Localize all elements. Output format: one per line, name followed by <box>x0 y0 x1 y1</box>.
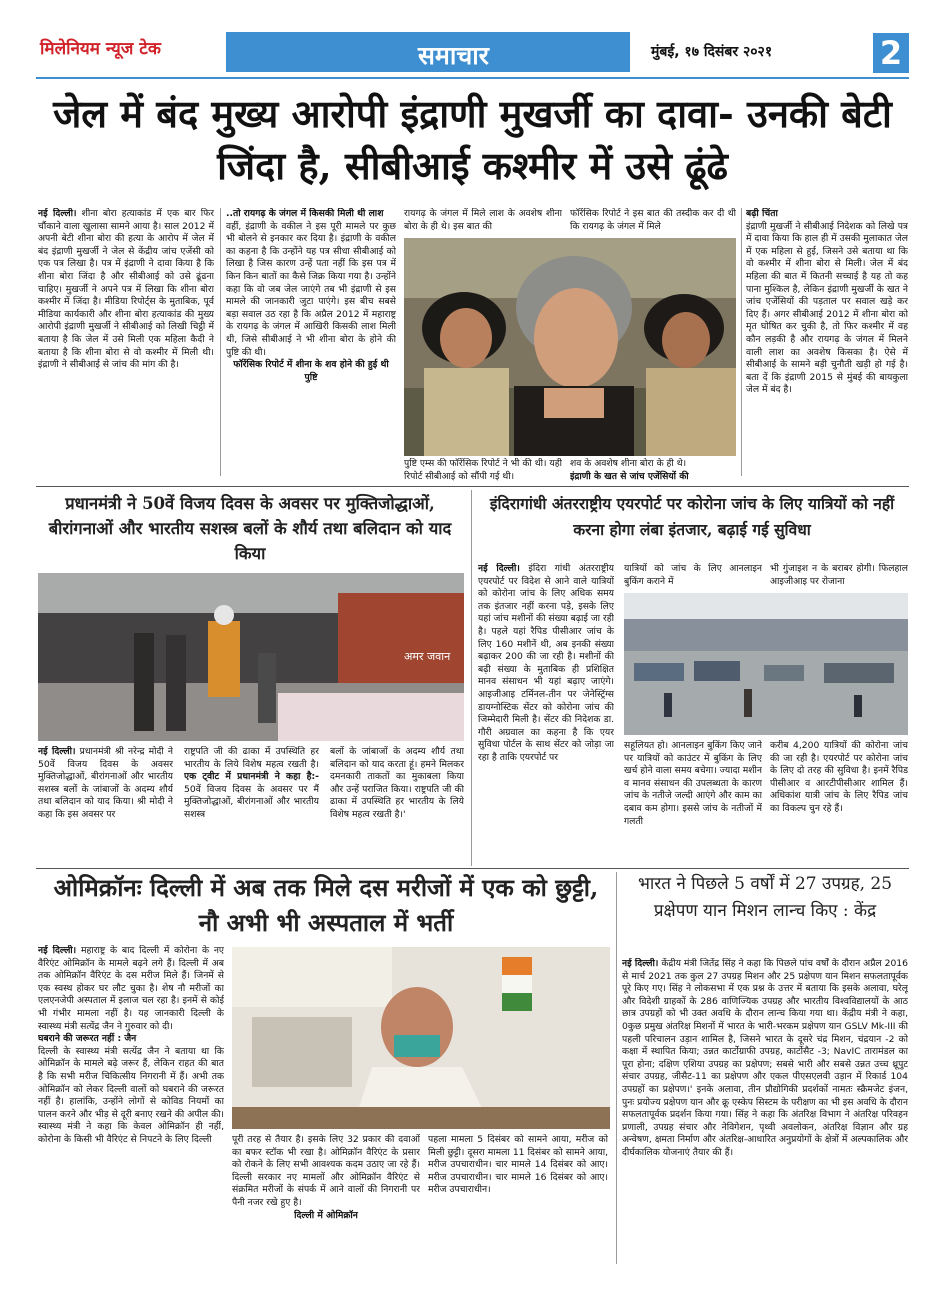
header-rule <box>36 77 909 79</box>
pm-photo <box>38 573 464 741</box>
section-title: समाचार <box>418 41 489 70</box>
dateline: नई दिल्ली। <box>38 746 76 757</box>
photo-caption-bottom-right <box>570 458 736 484</box>
lead-column-2 <box>226 208 396 478</box>
space-text: केंद्रीय मंत्री जितेंद्र सिंह ने कहा कि पिछले पांच वर्षों के दौरान अप्रैल 2016 से मार्च 2021 तक कुल 27 उपग्रह मिशन और 25 प्रक्षेपण यान मिशन सफलतापूर्वक पूरे किए गए। सिंह ने लोकसभा में एक प्रश्न के उत्तर में बताया कि इसके अलावा, घरेलू और विदेशी ग्राहकों के 286 वाणिज्यिक उपग्रह और भारतीय विश्वविद्यालयों के आठ छात्र उपग्रहों को भी उक्त अवधि के दौरान लान्च किया गया था। केंद्रीय मंत्री ने कहा, 0कुछ प्रमुख अंतरिक्ष मिशनों में भारत के भारी-भरकम प्रक्षेपण यान GSLV Mk-III की पहली परिचालन उड़ान शामिल है, जिसने भारत के दूसरे चंद्र मिशन, चंद्रयान -2 को कक्षा में स्थापित किया; उन्नत कार्टोग्राफी उपग्रह, कार्टोसैट -3; NavIC तारामंडल का पूरा होना; दक्षिण एशिया उपग्रह का प्रक्षेपण; सबसे भारी और सबसे उन्नत उच्च थ्रूपुट संचार उपग्रह, जीसैट-11 का प्रक्षेपण और एकल पीएसएलवी उड़ान में रिकार्ड 104 उपग्रहों का प्रक्षेपण।' इनके अलावा, तीन प्रौद्योगिकी प्रदर्शकों नामतः स्क्रैमजेट इंजन, पुनः प्रयोज्य प्रक्षेपण यान और क्रू एस्केप सिस्टम के परीक्षण का भी इस अवधि के दौरान सफलतापूर्वक प्रदर्शन किया गया। सिंह ने कहा कि अंतरिक्ष विभाग ने अंतरिक्ष परिवहन प्रणाली, उपग्रह संचार और नेविगेशन, पृथ्वी अवलोकन, अंतरिक्ष विज्ञान और ग्रह अन्वेषण, क्षमता निर्माण और अंतरिक्ष-आधारित अनुप्रयोगों के क्षेत्रों में अल्पकालिक और दीर्घकालिक योजनाएं तैयार की हैं। <box>622 958 908 1158</box>
airport-photo-art <box>624 593 908 735</box>
dateline: नई दिल्ली। <box>478 563 520 574</box>
lead-headline: जेल में बंद मुख्य आरोपी इंद्राणी मुखर्जी का दावा- उनकी बेटी जिंदा है, सीबीआई कश्मीर में उसे ढूंढे <box>53 91 892 188</box>
omicron-subhead-1: घबराने की जरूरत नहीं : जैन <box>38 1033 137 1045</box>
dateline: नई दिल्ली। <box>622 958 659 969</box>
pm-column-1 <box>38 746 173 866</box>
indrani-photo <box>404 238 736 456</box>
pm-photo-art <box>38 573 464 741</box>
pm-subhead: एक ट्वीट में प्रधानमंत्री ने कहा है:- <box>184 771 319 783</box>
pm-text-1: प्रधानमंत्री श्री नरेन्द्र मोदी ने 50वें विजय दिवस के अवसर मुक्तिजोद्धाओं, बीरांगनाओं और भारतीय सशस्त्र बलों के जांबाजों के अदम्य शौर्य तथा बलिदान को याद किया। श्री मोदी ने कहा कि इस अवसर पर <box>38 746 173 820</box>
lead-text-2: वहीं, इंद्राणी के वकील ने इस पूरी मामले पर कुछ भी बोलने से इनकार कर दिया है। इंद्राणी के वकील का कहना है कि उन्होंने यह पत्र सीधा सीबीआई को लिखा है जिस कारण उन्हें पता नहीं कि इस पत्र में किन किन बातों का कैसे जिक्र किया गया है। उन्होंने कहा कि वो जब जेल जाएंगे तब भी इंद्राणी से इस मामले की जानकारी जुटा पाएंगे। इस बीच सबसे बड़ा सवाल उठ रहा है कि अप्रैल 2012 में महाराष्ट्र के रायगढ़ के जंगल में आखिरी किसकी लाश मिली थी, जिसे सीबीआई ने भी शीना बोरा के होने की पुष्टि की थी। <box>226 220 396 358</box>
pm-text-2b: 50वें विजय दिवस के अवसर पर मैं मुक्तिजोद्धाओं, बीरांगनाओं और भारतीय सशस्त्र <box>184 783 319 820</box>
column-rule <box>220 208 221 476</box>
column-rule <box>616 872 617 1264</box>
omicron-text-2: पूरी तरह से तैयार है। इसके लिए 32 प्रकार की दवाओं का बफर स्टॉक भी रखा है। ओमिक्रॉन वैरिएंट के प्रसार को रोकने के लिए सभी आवश्यक कदम उठाए जा रहे हैं। दिल्ली सरकार नए मामलों और ओमिक्रॉन वैरिएंट से संक्रमित मरीजों के संपर्क में आने वालों की निगरानी पर पैनी नजर रखे हुए है। <box>232 1134 420 1208</box>
pm-column-3: बलों के जांबाजों के अदम्य शौर्य तथा बलिदान को याद करता हूं। हमने मिलकर दमनकारी ताकतों का मुकाबला किया और उन्हें पराजित किया। राष्ट्रपति जी की ढाका में उपस्थिति हर भारतीय के लिये विशेष महत्व रखती है।' <box>330 746 464 820</box>
omicron-text-1: महाराष्ट्र के बाद दिल्ली में कोरोना के नए वैरिएंट ओमिक्रॉन के मामले बढ़ने लगे हैं। दिल्ली में अब तक ओमिक्रॉन वैरिएंट के दस मरीज मिले हैं। जिनमें से एक स्वस्थ होकर घर लौट चुका है। शेष नौ मरीजों का एलएनजेपी अस्पताल में इलाज चल रहा है। इनमें से कोई भी गंभीर मामला नहीं है। यह जानकारी दिल्ली के स्वास्थ्य मंत्री सत्येंद्र जैन ने गुरुवार को दी। <box>38 945 224 1032</box>
pm-text-2: राष्ट्रपति जी की ढाका में उपस्थिति हर भारतीय के लिये विशेष महत्व रखती है। <box>184 746 319 770</box>
section-divider <box>36 486 909 487</box>
jain-photo-art <box>232 947 610 1129</box>
omicron-column-2 <box>232 1134 420 1264</box>
omicron-column-3: पहला मामला 5 दिसंबर को सामने आया, मरीज को मिली छुट्टी। दूसरा मामला 11 दिसंबर को सामने आया, मरीज उपचाराधीन। चार मामले 14 दिसंबर को आए। मरीज उपचाराधीन। चार मामले 16 दिसंबर को आए। मरीज उपचाराधीन। <box>428 1134 608 1196</box>
column-rule <box>741 208 742 476</box>
lead-subhead-2: फॉरेंसिक रिपोर्ट में शीना के शव होने की हुई थी पुष्टि <box>233 359 389 383</box>
lead-subhead-1: ..तो रायगढ़ के जंगल में किसकी मिली थी लाश <box>226 208 384 219</box>
lead-subhead-3: बढ़ी चिंता <box>746 208 778 219</box>
airport-column-3-top: भी गुंजाइश न के बराबर होगी। फिलहाल आइजीआइ पर रोजाना <box>770 563 908 587</box>
airport-column-2: सहूलियत हो। आनलाइन बुकिंग किए जाने पर यात्रियों को काउंटर में बुकिंग के लिए खर्च होने वाला समय बचेगा। ज्यादा मशीन व मानव संसाधन की उपलब्धता के कारण जांच के नतीजे जल्दी आएंगे और काम का दबाव कम होगा। इससे जांच के नतीजों में गलती <box>624 740 762 827</box>
indrani-photo-art <box>404 238 736 456</box>
page-number: 2 <box>873 33 909 73</box>
airport-column-1 <box>478 563 614 868</box>
pm-photo-sign: अमर जवान <box>404 650 451 663</box>
pm-headline: प्रधानमंत्री ने 50वें विजय दिवस के अवसर पर मुक्तिजोद्धाओं, बीरांगनाओं और भारतीय सशस्त्र बलों के शौर्य तथा बलिदान को याद किया <box>48 494 452 563</box>
pm-column-2 <box>184 746 319 866</box>
brand-name: मिलेनियम न्यूज टेक <box>40 39 161 59</box>
airport-column-2-top: यात्रियों को जांच के लिए आनलाइन बुकिंग कराने में <box>624 563 762 587</box>
photo-caption-bottom-left: पुष्टि एम्स की फॉरेंसिक रिपोर्ट ने भी की थी। यही रिपोर्ट सीबीआई को सौंपी गई थी। <box>404 458 562 482</box>
dateline: नई दिल्ली। <box>38 208 77 219</box>
photo-caption-top-right: फॉरेंसिक रिपोर्ट ने इस बात की तस्दीक कर दी थी कि रायगढ़ के जंगल में मिले <box>570 208 736 232</box>
space-body <box>622 958 908 1264</box>
jain-photo <box>232 947 610 1129</box>
photo-caption-bottom-bold: इंद्राणी के खत से जांच एजेंसियों की <box>570 470 689 482</box>
airport-headline: इंदिरागांधी अंतरराष्ट्रीय एयरपोर्ट पर कोरोना जांच के लिए यात्रियों को नहीं करना होगा लंबा इंतजार, बढ़ाई गई सुविधा <box>489 494 895 539</box>
lead-column-1 <box>38 208 214 478</box>
lead-column-4 <box>746 208 908 484</box>
column-rule <box>471 490 472 866</box>
lead-text-4: इंद्राणी मुखर्जी ने सीबीआई निदेशक को लिखे पत्र में दावा किया कि हाल ही में उसकी मुलाकात जेल में एक महिला से हुई, जिसने उसे बताया था कि वो कश्मीर में शीना बोरा से मिली। जेल में बंद महिला की बात में कितनी सच्चाई है यह तो कह पाना मुश्किल है, लेकिन इंद्राणी मुखर्जी के खत ने जांच एजेंसियों की पड़ताल पर सवाल खड़े कर दिए हैं। अगर सीबीआई 2012 में शीना बोरा को मृत घोषित कर चुकी है, तो फिर कश्मीर में वह कौन लड़की है और रायगढ़ के जंगल में मिलने वाली लाश का अवशेष किसका है। ऐसे में सीबीआई के सामने बड़ी चुनौती खड़ी हो गई है। बता दें कि इंद्राणी 2015 से मुंबई की बायकुला जेल में बंद है। <box>746 220 908 396</box>
dateline: नई दिल्ली। <box>38 945 77 956</box>
photo-caption-top-left: रायगढ़ के जंगल में मिले लाश के अवशेष शीना बोरा के ही थे। इस बात की <box>404 208 562 232</box>
photo-caption-bottom-right-text: शव के अवशेष शीना बोरा के ही थे। <box>570 458 687 469</box>
airport-photo <box>624 593 908 735</box>
issue-date: मुंबई, १७ दिसंबर २०२१ <box>651 44 773 60</box>
omicron-text-1b: दिल्ली के स्वास्थ्य मंत्री सत्येंद्र जैन ने बताया था कि ओमिक्रॉन के मामले बढ़े जरूर हैं, लेकिन राहत की बात है कि सभी मरीज चिकित्सीय निगरानी में हैं। अभी तक ओमिक्रॉन को लेकर दिल्ली वालों को घबराने की जरूरत नहीं है। हालांकि, उन्होंने लोगों से कोविड नियमों का पालन करने और भीड़ से दूरी बनाए रखने की अपील की।स्वास्थ्य मंत्री ने कहा कि केवल ओमिक्रॉन ही नहीं, कोरोना के किसी भी वैरिएंट से निपटने के लिए दिल्ली <box>38 1045 224 1145</box>
omicron-headline: ओमिक्रॉनः दिल्ली में अब तक मिले दस मरीजों में एक को छुट्टी, नौ अभी भी अस्पताल में भर्ती <box>53 873 599 937</box>
omicron-subhead-2: दिल्ली में ओमिक्रॉन <box>294 1209 358 1221</box>
section-divider <box>36 868 909 869</box>
airport-text-1: इंदिरा गांधी अंतरराष्ट्रीय एयरपोर्ट पर विदेश से आने वाले यात्रियों को कोरोना जांच के लिए अधिक समय तक इंतजार नहीं करना पड़े, इसके लिए यहां जांच मशीनों की संख्या बढ़ाई जा रही है। पहले यहां रैपिड पीसीआर जांच के लिए 160 मशीनें थी, अब इनकी संख्या बढ़ाकर 200 की जा रही है। मशीनों की बढ़ी संख्या के मुताबिक ही प्रशिक्षित मानव संसाधन भी यहां बढ़ाए जाएंगे। आइजीआइ टर्मिनल-तीन पर जेनेस्ट्रिंग्स डायग्नोस्टिक सेंटर को कोरोना जांच की जिम्मेदारी मिली है। सेंटर की निदेशक डा. गौरी अग्रवाल का कहना है कि एयर सुविधा पोर्टल के साथ सेंटर को जोड़ा जा रहा है ताकि एयरपोर्ट पर <box>478 563 614 763</box>
omicron-column-1 <box>38 945 224 1263</box>
space-headline: भारत ने पिछले 5 वर्षों में 27 उपग्रह, 25 प्रक्षेपण यान मिशन लान्च किए : केंद्र <box>637 874 893 921</box>
lead-text-1: शीना बोरा हत्याकांड में एक बार फिर चौंकाने वाला खुलासा सामने आया है। साल 2012 में अपनी बेटी शीना बोरा की हत्या के आरोप में जेल में बंद इंद्राणी मुखर्जी ने जेल से केंद्रीय जांच एजेंसी को एक पत्र लिखा है। पत्र में इंद्राणी ने दावा किया है कि शीना बोरा जिंदा है और सीबीआई को उसे ढूंढना चाहिए। मुखर्जी ने अपने पत्र में लिखा कि शीना बोरा कश्मीर में जिंदा है। मीडिया रिपोर्ट्स के मुताबिक, पूर्व मीडिया कार्यकारी और शीना बोरा हत्याकांड की मुख्य आरोपी इंद्राणी मुखर्जी ने सीबीआई को लिखी चिट्ठी में बताया है कि जेल में उसे मिली एक महिला कैदी ने बताया है कि शीना बोरा से वो कश्मीर में मिली थी। इंद्राणी ने सीबीआई से जांच की मांग की है। <box>38 208 214 371</box>
airport-column-3: करीब 4,200 यात्रियों की कोरोना जांच की जा रही है। एयरपोर्ट पर कोरोना जांच के लिए दो तरह की सुविधा है। इनमें रैपिड पीसीआर व आरटीपीसीआर शामिल हैं। अधिकांश यात्री जांच के लिए रैपिड जांच का विकल्प चुन रहे हैं। <box>770 740 908 814</box>
